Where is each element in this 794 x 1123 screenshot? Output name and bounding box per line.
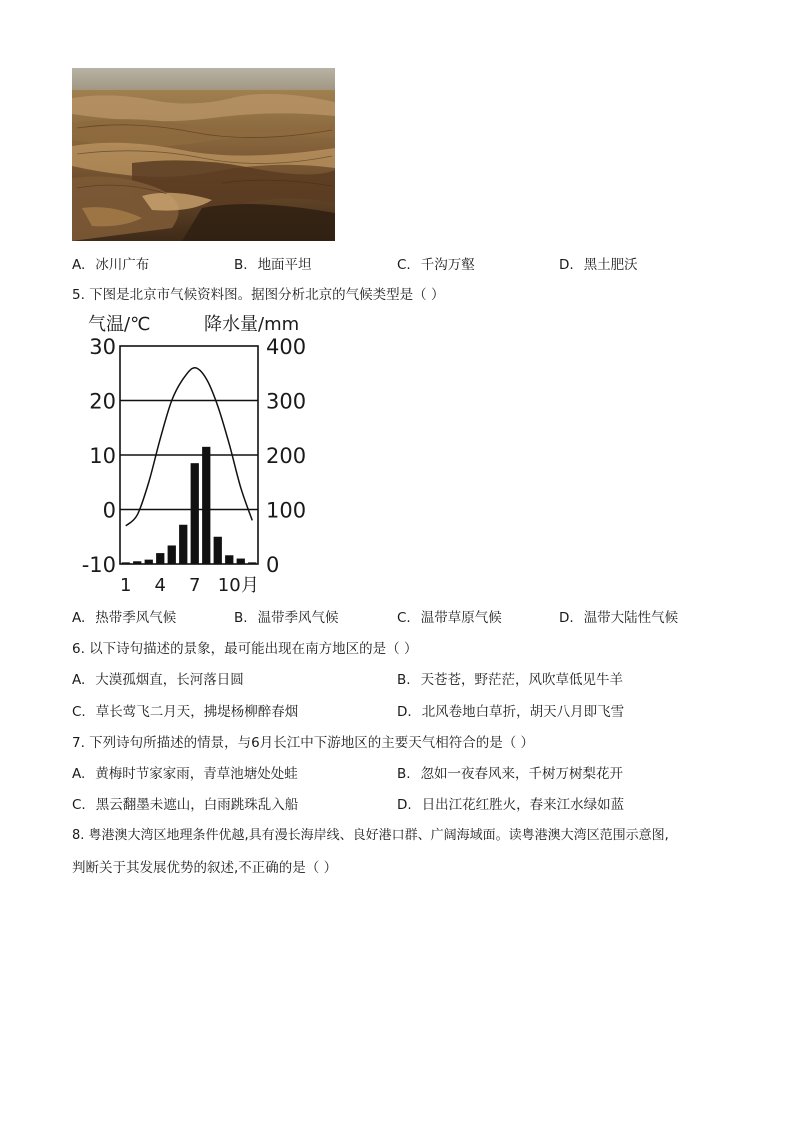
x-tick: 7 [189,575,201,596]
y-left-tick: 30 [89,335,116,359]
precipitation-bar-11 [237,559,245,564]
x-tick: 10 [217,575,241,596]
q7-option-b: B. 忽如一夜春风来，千树万树梨花开 [397,766,624,782]
y-left-label: 气温/℃ [88,314,151,335]
q4-option-b: B. 地面平坦 [234,257,312,273]
q4-option-d: D. 黑土肥沃 [559,257,638,273]
q5-option-d: D. 温带大陆性气候 [559,610,679,626]
q8-stem-line-1: 8. 粤港澳大湾区地理条件优越,具有漫长海岸线、良好港口群、广阔海域面。读粤港澳大湾区范围示意图, [72,828,669,843]
precipitation-bar-7 [191,463,199,564]
precipitation-bar-9 [214,537,222,564]
temperature-line [126,368,253,526]
q6-option-d: D. 北风卷地白草折，胡天八月即飞雪 [397,704,625,720]
q6-stem: 6. 以下诗句描述的景象，最可能出现在南方地区的是（ ） [72,641,418,657]
precipitation-bar-1 [122,562,130,564]
temperature-line-layer [126,368,253,526]
q7-option-c: C. 黑云翻墨未遮山，白雨跳珠乱入船 [72,797,299,813]
q6-option-c: C. 草长莺飞二月天，拂堤杨柳醉春烟 [72,704,299,720]
y-right-tick: 100 [266,498,307,523]
y-right-tick: 200 [266,444,307,468]
y-left-tick: 10 [89,444,116,468]
q8-stem-line-2: 判断关于其发展优势的叙述,不正确的是（ ） [72,860,338,876]
precipitation-bar-3 [145,560,153,564]
precipitation-bar-6 [179,525,187,564]
x-tick: 1 [120,575,132,596]
loess-plateau-photo [72,68,335,241]
precipitation-bar-10 [225,555,233,564]
x-tick: 4 [154,575,166,596]
grid-layer [120,346,258,564]
y-left-tick: 0 [102,498,116,523]
q5-option-a: A. 热带季风气候 [72,610,177,626]
precipitation-bar-5 [168,545,176,564]
y-left-tick: 20 [89,389,116,414]
q7-stem: 7. 下列诗句所描述的情景，与6月长江中下游地区的主要天气相符合的是（ ） [72,735,535,751]
precipitation-bar-12 [248,562,256,564]
y-right-tick: 300 [266,389,307,414]
q5-stem: 5. 下图是北京市气候资料图。据图分析北京的气候类型是（ ） [72,287,445,303]
q4-option-a: A. 冰川广布 [72,257,150,273]
y-right-ticks [266,335,306,577]
precipitation-bar-2 [133,561,141,564]
q7-option-d: D. 日出江花红胜火，春来江水绿如蓝 [397,797,625,813]
q4-option-c: C. 千沟万壑 [397,257,475,273]
q7-option-a: A. 黄梅时节家家雨，青草池塘处处蛙 [72,766,298,782]
q5-option-c: C. 温带草原气候 [397,610,502,626]
q6-option-a: A. 大漠孤烟直，长河落日圆 [72,672,244,688]
y-right-tick: 400 [266,335,307,359]
x-unit: 月 [240,575,259,596]
precipitation-bar-8 [202,447,210,564]
y-left-ticks [82,335,116,577]
y-right-tick: 0 [266,553,280,577]
precipitation-bar-4 [156,553,164,564]
q6-option-b: B. 天苍苍，野茫茫，风吹草低见牛羊 [397,672,624,688]
y-left-tick: -10 [81,553,116,577]
y-right-label: 降水量/mm [204,314,300,335]
q5-option-b: B. 温带季风气候 [234,610,339,626]
landscape-image [72,68,335,241]
x-ticks [120,575,259,596]
beijing-climate-chart [80,310,320,600]
climate-chart-svg [80,310,320,600]
